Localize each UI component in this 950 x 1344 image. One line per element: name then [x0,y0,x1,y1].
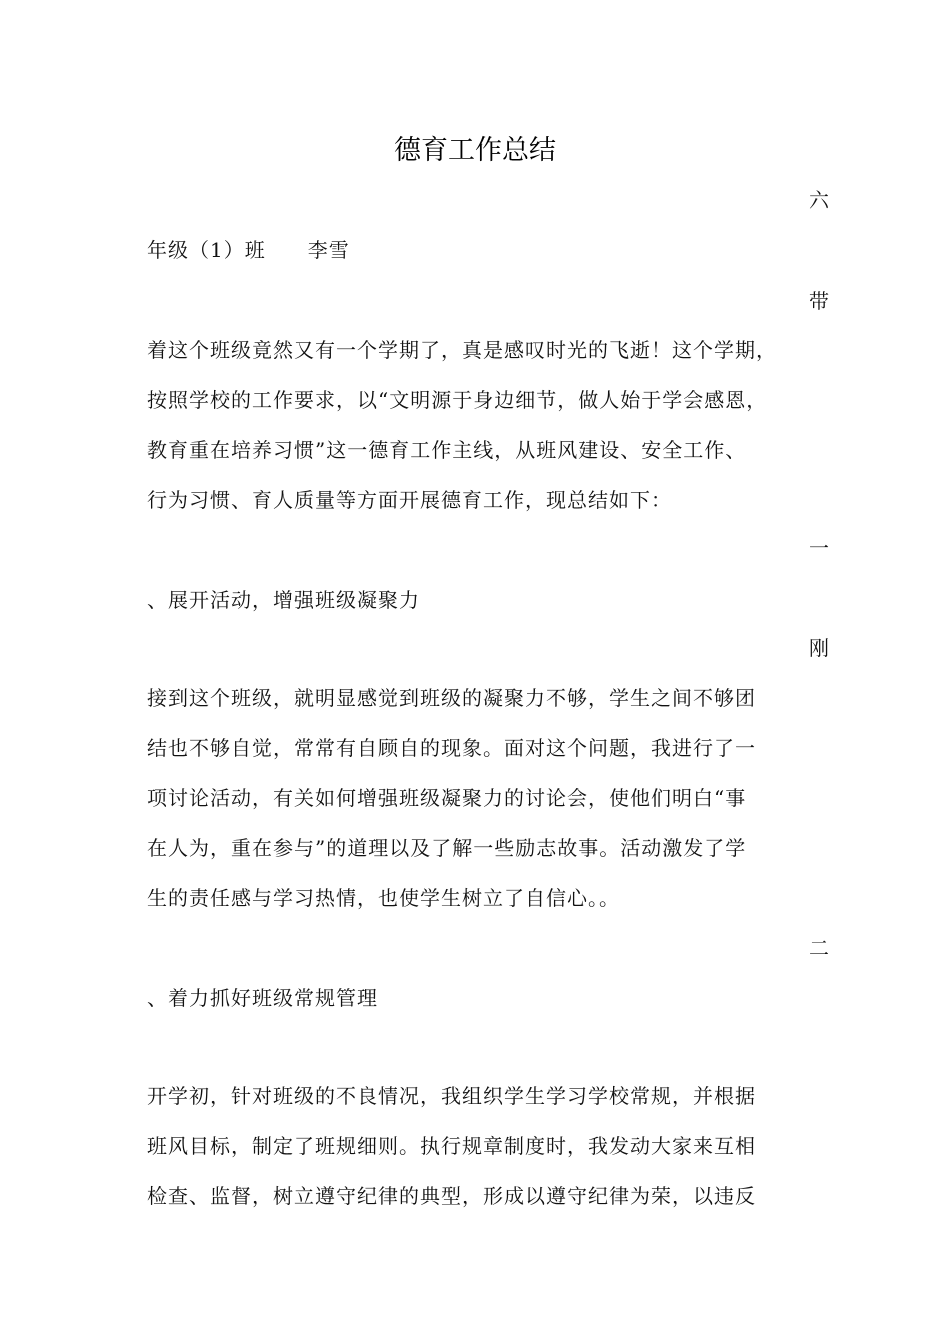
section-paragraph-line: 生的责任感与学习热情，也使学生树立了自信心。。 [147,886,620,910]
document-title: 德育工作总结 [394,135,556,166]
section-paragraph-line: 开学初，针对班级的不良情况，我组织学生学习学校常规，并根据 [147,1084,756,1108]
section-paragraph-line: 接到这个班级，就明显感觉到班级的凝聚力不够，学生之间不够团 [147,686,756,710]
intro-line: 行为习惯、育人质量等方面开展德育工作，现总结如下： [147,488,672,512]
section-heading: 、着力抓好班级常规管理 [147,986,378,1010]
intro-line: 着这个班级竟然又有一个学期了，真是感叹时光的飞逝！这个学期， [147,338,777,362]
right-margin-char: 六 [809,188,829,212]
byline: 年级（1）班 李雪 [147,238,350,262]
section-paragraph-line: 在人为，重在参与”的道理以及了解一些励志故事。活动激发了学 [147,836,747,860]
right-margin-char: 一 [809,536,829,560]
section-heading: 、展开活动，增强班级凝聚力 [147,588,420,612]
right-margin-char: 二 [809,936,829,960]
section-paragraph-line: 项讨论活动，有关如何增强班级凝聚力的讨论会，使他们明白“事 [147,786,747,810]
section-paragraph-line: 班风目标，制定了班规细则。执行规章制度时，我发动大家来互相 [147,1134,756,1158]
intro-line: 教育重在培养习惯”这一德育工作主线，从班风建设、安全工作、 [147,438,747,462]
intro-line: 按照学校的工作要求，以“文明源于身边细节，做人始于学会感恩， [147,388,768,412]
section-paragraph-line: 结也不够自觉，常常有自顾自的现象。面对这个问题，我进行了一 [147,736,756,760]
section-paragraph-line: 检查、监督，树立遵守纪律的典型，形成以遵守纪律为荣，以违反 [147,1184,756,1208]
right-margin-char: 带 [809,289,829,313]
right-margin-char: 刚 [809,636,829,660]
